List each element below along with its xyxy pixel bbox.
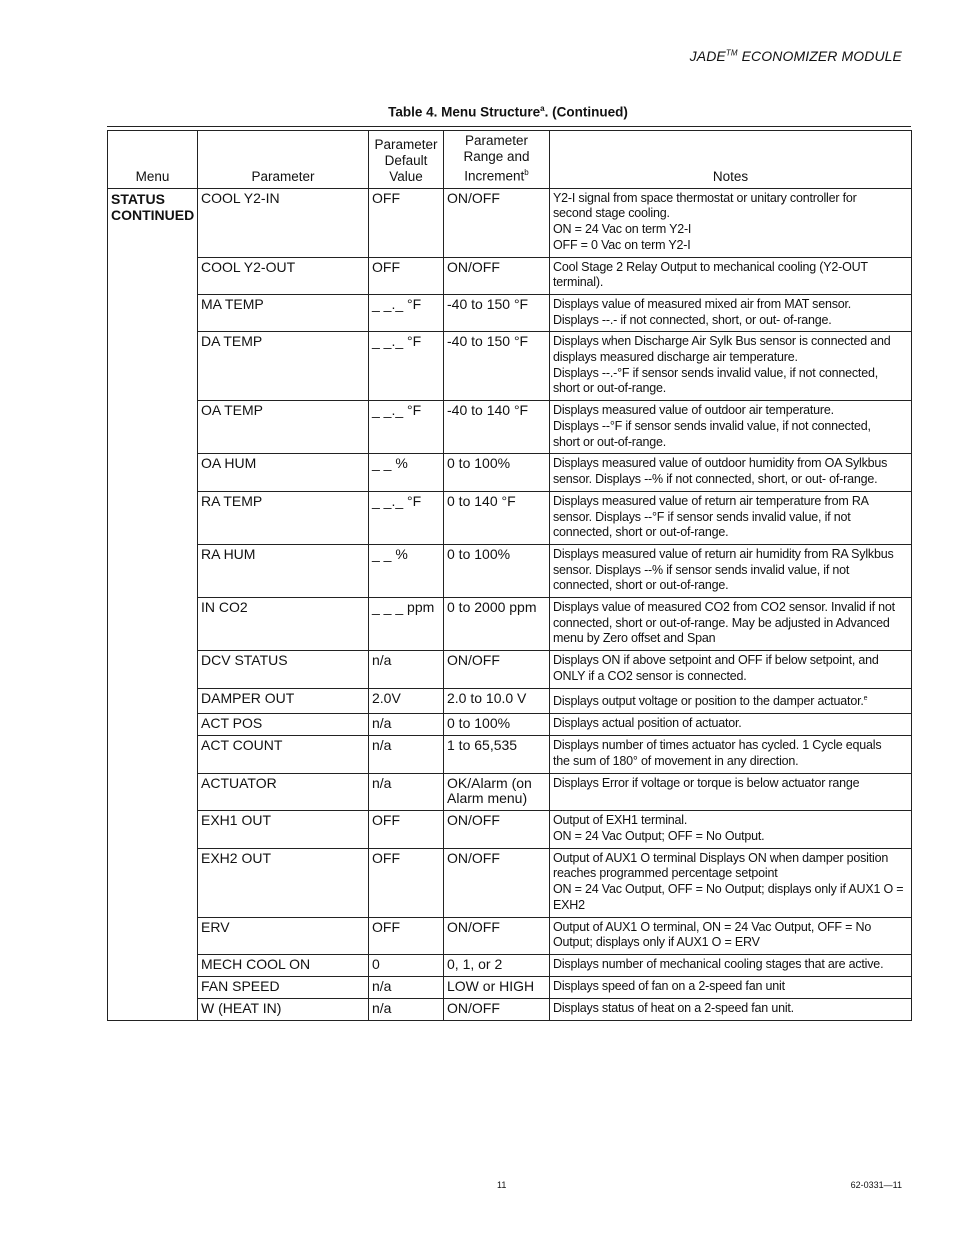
column-header-menu — [108, 131, 198, 189]
default-value-cell: n/a — [369, 998, 444, 1020]
notes-line — [553, 313, 908, 329]
range-increment-cell: 0 to 2000 ppm — [444, 598, 550, 651]
default-value-cell: OFF — [369, 257, 444, 294]
column-header-parameter — [198, 131, 369, 189]
notes-line-text: terminal). — [553, 275, 604, 290]
range-increment-cell: ON/OFF — [444, 917, 550, 954]
notes-cell — [550, 332, 912, 401]
parameter-cell: DA TEMP — [198, 332, 369, 401]
notes-line-text: Displays speed of fan on a 2-speed fan unit — [553, 978, 785, 993]
notes-line — [553, 691, 908, 710]
notes-line-text: OFF = 0 Vac on term Y2-I — [553, 237, 691, 252]
default-value-cell: OFF — [369, 917, 444, 954]
notes-line — [553, 898, 908, 914]
notes-line — [553, 366, 908, 382]
notes-line-text: Displays actual position of actuator. — [553, 716, 742, 731]
notes-cell — [550, 257, 912, 294]
notes-line — [553, 851, 908, 867]
notes-line — [553, 260, 908, 276]
default-value-cell: 2.0V — [369, 689, 444, 714]
range-increment-cell: ON/OFF — [444, 998, 550, 1020]
table-row — [108, 651, 912, 689]
notes-cell — [550, 598, 912, 651]
table-row — [108, 544, 912, 597]
notes-line-text: Displays measured value of outdoor humidity from OA Sylkbus — [553, 456, 888, 471]
notes-cell — [550, 544, 912, 597]
notes-line — [553, 578, 908, 594]
default-value-cell: OFF — [369, 848, 444, 917]
column-header-range-line1: Parameter — [464, 133, 529, 148]
notes-line-text: ON = 24 Vac on term Y2-I — [553, 221, 692, 236]
default-value-cell: _ _ % — [369, 454, 444, 491]
notes-line — [553, 403, 908, 419]
parameter-cell: RA TEMP — [198, 491, 369, 544]
notes-line-text: Displays status of heat on a 2-speed fan unit. — [553, 1000, 794, 1015]
notes-cell — [550, 774, 912, 811]
page-number: 11 — [497, 1180, 507, 1190]
table-row — [108, 454, 912, 491]
parameter-cell: EXH1 OUT — [198, 811, 369, 848]
notes-cell — [550, 848, 912, 917]
notes-line-text: the sum of 180° of movement in any direction. — [553, 753, 799, 768]
notes-cell — [550, 976, 912, 998]
notes-line — [553, 866, 908, 882]
default-value-cell: _ _._ °F — [369, 401, 444, 454]
table-row — [108, 736, 912, 774]
table-row — [108, 774, 912, 811]
range-increment-cell: -40 to 150 °F — [444, 294, 550, 331]
default-value-cell: _ _ _ ppm — [369, 598, 444, 651]
notes-line — [553, 616, 908, 632]
notes-line-text: Displays number of mechanical cooling stages that are active. — [553, 956, 884, 971]
notes-line — [553, 716, 908, 732]
default-value-cell: n/a — [369, 774, 444, 811]
column-header-default-line3: Value — [389, 168, 423, 184]
range-increment-cell: 0 to 100% — [444, 454, 550, 491]
notes-line-text: ONLY if a CO2 sensor is connected. — [553, 668, 747, 683]
notes-line-text: Displays --.- if not connected, short, or out- of-range. — [553, 312, 832, 327]
range-increment-cell: ON/OFF — [444, 257, 550, 294]
notes-line-text: ON = 24 Vac Output; OFF = No Output. — [553, 828, 765, 843]
notes-line-text: short or out-of-range. — [553, 381, 667, 396]
table-row — [108, 294, 912, 331]
notes-cell — [550, 454, 912, 491]
notes-line-text: Displays number of times actuator has cycled. 1 Cycle equals — [553, 738, 882, 753]
parameter-cell: IN CO2 — [198, 598, 369, 651]
parameter-cell: OA TEMP — [198, 401, 369, 454]
range-increment-cell: 0 to 100% — [444, 714, 550, 736]
parameter-cell: EXH2 OUT — [198, 848, 369, 917]
parameter-cell: RA HUM — [198, 544, 369, 597]
notes-line — [553, 334, 908, 350]
notes-line — [553, 381, 908, 397]
notes-line-text: Displays measured value of return air humidity from RA Sylkbus — [553, 546, 894, 561]
notes-line-text: menu by Zero offset and Span — [553, 631, 716, 646]
notes-line — [553, 600, 908, 616]
document-number: 62-0331—11 — [850, 1180, 902, 1190]
menu-group-line1: STATUS — [111, 190, 165, 207]
notes-line — [553, 547, 908, 563]
notes-line-text: connected, short or out-of-range. — [553, 578, 729, 593]
notes-line — [553, 738, 908, 754]
notes-cell — [550, 401, 912, 454]
notes-line-text: Displays value of measured mixed air from MAT sensor. — [553, 296, 852, 311]
menu-group-line2: CONTINUED — [111, 206, 195, 223]
column-header-notes-text: Notes — [712, 168, 749, 184]
notes-line-text: Displays ON if above setpoint and OFF if below setpoint, and — [553, 653, 879, 668]
default-value-cell: OFF — [369, 811, 444, 848]
notes-line — [553, 776, 908, 792]
notes-line — [553, 510, 908, 526]
notes-line-text: Output; displays only if AUX1 O = ERV — [553, 935, 760, 950]
menu-structure-table-wrap — [107, 126, 911, 1021]
notes-line-text: Output of EXH1 terminal. — [553, 813, 688, 828]
notes-cell — [550, 998, 912, 1020]
parameter-cell: ACT POS — [198, 714, 369, 736]
notes-line-text: Displays --.-°F if sensor sends invalid value, if not connected, — [553, 365, 878, 380]
notes-line-text: Displays --°F if sensor sends invalid value, if not connected, — [553, 419, 871, 434]
table-row — [108, 689, 912, 714]
notes-line-text: reaches programmed percentage setpoint — [553, 866, 778, 881]
column-header-menu-text: Menu — [135, 168, 170, 184]
notes-line — [553, 350, 908, 366]
range-increment-cell: OK/Alarm (on Alarm menu) — [444, 774, 550, 811]
table-row — [108, 954, 912, 976]
table-caption — [0, 104, 954, 120]
notes-cell — [550, 811, 912, 848]
parameter-cell: OA HUM — [198, 454, 369, 491]
parameter-cell: DAMPER OUT — [198, 689, 369, 714]
notes-line — [553, 238, 908, 254]
notes-line — [553, 669, 908, 685]
notes-line-text: Displays when Discharge Air Sylk Bus sensor is connected and — [553, 334, 891, 349]
default-value-cell: n/a — [369, 736, 444, 774]
default-value-cell: _ _._ °F — [369, 294, 444, 331]
notes-line-text: Displays measured value of outdoor air temperature. — [553, 403, 834, 418]
notes-cell — [550, 954, 912, 976]
notes-line-text: ON = 24 Vac Output, OFF = No Output; displays only if AUX1 O = — [553, 881, 904, 896]
range-increment-cell: 0, 1, or 2 — [444, 954, 550, 976]
notes-line-text: displays measured discharge air temperature. — [553, 350, 798, 365]
table-row — [108, 491, 912, 544]
menu-group-cell — [108, 188, 198, 1020]
document-header-title — [690, 48, 902, 64]
parameter-cell: ERV — [198, 917, 369, 954]
notes-line — [553, 206, 908, 222]
default-value-cell: _ _ % — [369, 544, 444, 597]
notes-line-text: Output of AUX1 O terminal, ON = 24 Vac Output, OFF = No — [553, 919, 872, 934]
notes-line — [553, 631, 908, 647]
menu-structure-table — [107, 130, 912, 1021]
parameter-cell: W (HEAT IN) — [198, 998, 369, 1020]
notes-line — [553, 297, 908, 313]
notes-line — [553, 653, 908, 669]
notes-line — [553, 882, 908, 898]
notes-line — [553, 435, 908, 451]
range-increment-cell: 2.0 to 10.0 V — [444, 689, 550, 714]
notes-cell — [550, 736, 912, 774]
notes-line-text: sensor. Displays --% if sensor sends invalid value, if not — [553, 562, 850, 577]
notes-footnote-sup: e — [863, 695, 868, 703]
notes-line — [553, 456, 908, 472]
default-value-cell: n/a — [369, 714, 444, 736]
notes-cell — [550, 651, 912, 689]
parameter-cell: COOL Y2-OUT — [198, 257, 369, 294]
notes-cell — [550, 689, 912, 714]
table-row — [108, 598, 912, 651]
notes-line — [553, 494, 908, 510]
notes-line-text: Displays measured value of return air temperature from RA — [553, 493, 869, 508]
default-value-cell: 0 — [369, 954, 444, 976]
range-increment-cell: 1 to 65,535 — [444, 736, 550, 774]
column-header-range-line3: Increment — [464, 168, 525, 184]
table-row — [108, 257, 912, 294]
range-increment-cell: 0 to 100% — [444, 544, 550, 597]
column-header-range-sup: b — [524, 168, 529, 177]
notes-line — [553, 935, 908, 951]
notes-line — [553, 754, 908, 770]
notes-line — [553, 275, 908, 291]
parameter-cell: ACTUATOR — [198, 774, 369, 811]
trademark-sup: TM — [725, 48, 738, 58]
notes-line — [553, 525, 908, 541]
notes-line-text: Displays value of measured CO2 from CO2 sensor. Invalid if not — [553, 600, 895, 615]
parameter-cell: DCV STATUS — [198, 651, 369, 689]
range-increment-cell: -40 to 150 °F — [444, 332, 550, 401]
table-row — [108, 332, 912, 401]
notes-line — [553, 979, 908, 995]
notes-line-text: Y2-I signal from space thermostat or unitary controller for — [553, 190, 857, 205]
default-value-cell: n/a — [369, 976, 444, 998]
table-row — [108, 401, 912, 454]
column-header-range — [444, 131, 550, 189]
notes-line — [553, 563, 908, 579]
range-increment-cell: ON/OFF — [444, 188, 550, 257]
notes-line-text: sensor. Displays --% if not connected, short, or out- of-range. — [553, 472, 878, 487]
parameter-cell: COOL Y2-IN — [198, 188, 369, 257]
parameter-cell: MECH COOL ON — [198, 954, 369, 976]
table-row — [108, 188, 912, 257]
notes-line-text: sensor. Displays --°F if sensor sends invalid value, if not — [553, 509, 851, 524]
column-header-notes — [550, 131, 912, 189]
notes-line — [553, 829, 908, 845]
column-header-default-line1: Parameter — [374, 136, 438, 152]
range-increment-cell: LOW or HIGH — [444, 976, 550, 998]
range-increment-cell: ON/OFF — [444, 848, 550, 917]
notes-cell — [550, 714, 912, 736]
table-body — [108, 188, 912, 1020]
default-value-cell: OFF — [369, 188, 444, 257]
caption-text: Table 4. Menu Structure — [388, 104, 541, 120]
notes-line — [553, 419, 908, 435]
notes-line-text: connected, short or out-of-range. — [553, 525, 729, 540]
notes-line-text: Displays output voltage or position to the damper actuator. — [553, 694, 864, 709]
table-row — [108, 998, 912, 1020]
column-header-range-line2: Range and — [463, 149, 530, 164]
default-value-cell: _ _._ °F — [369, 332, 444, 401]
notes-line-text: second stage cooling. — [553, 206, 670, 221]
notes-cell — [550, 917, 912, 954]
range-increment-cell: 0 to 140 °F — [444, 491, 550, 544]
table-row — [108, 917, 912, 954]
notes-cell — [550, 188, 912, 257]
table-row — [108, 714, 912, 736]
table-header-row — [108, 131, 912, 189]
parameter-cell: ACT COUNT — [198, 736, 369, 774]
notes-line-text: Displays Error if voltage or torque is below actuator range — [553, 776, 860, 791]
notes-cell — [550, 294, 912, 331]
notes-line — [553, 1001, 908, 1017]
notes-line — [553, 472, 908, 488]
parameter-cell: FAN SPEED — [198, 976, 369, 998]
notes-line — [553, 191, 908, 207]
notes-line-text: Output of AUX1 O terminal Displays ON when damper position — [553, 850, 889, 865]
notes-line-text: connected, short or out-of-range. May be adjusted in Advanced — [553, 615, 890, 630]
notes-line-text: Cool Stage 2 Relay Output to mechanical cooling (Y2-OUT — [553, 259, 868, 274]
default-value-cell: n/a — [369, 651, 444, 689]
column-header-parameter-text: Parameter — [251, 168, 315, 184]
table-row — [108, 976, 912, 998]
header-title-rest: ECONOMIZER MODULE — [737, 48, 902, 64]
default-value-cell: _ _._ °F — [369, 491, 444, 544]
column-header-default — [369, 131, 444, 189]
notes-line — [553, 957, 908, 973]
table-row — [108, 811, 912, 848]
range-increment-cell: -40 to 140 °F — [444, 401, 550, 454]
caption-footnote-sup: a — [540, 104, 545, 113]
range-increment-cell: ON/OFF — [444, 651, 550, 689]
range-increment-cell: ON/OFF — [444, 811, 550, 848]
column-header-default-line2: Default — [384, 152, 428, 168]
notes-cell — [550, 491, 912, 544]
notes-line — [553, 920, 908, 936]
notes-line-text: EXH2 — [553, 897, 585, 912]
caption-suffix: . (Continued) — [544, 104, 628, 120]
notes-line-text: short or out-of-range. — [553, 434, 667, 449]
notes-line — [553, 222, 908, 238]
header-title-text: JADE — [689, 48, 726, 64]
notes-line — [553, 813, 908, 829]
table-row — [108, 848, 912, 917]
parameter-cell: MA TEMP — [198, 294, 369, 331]
